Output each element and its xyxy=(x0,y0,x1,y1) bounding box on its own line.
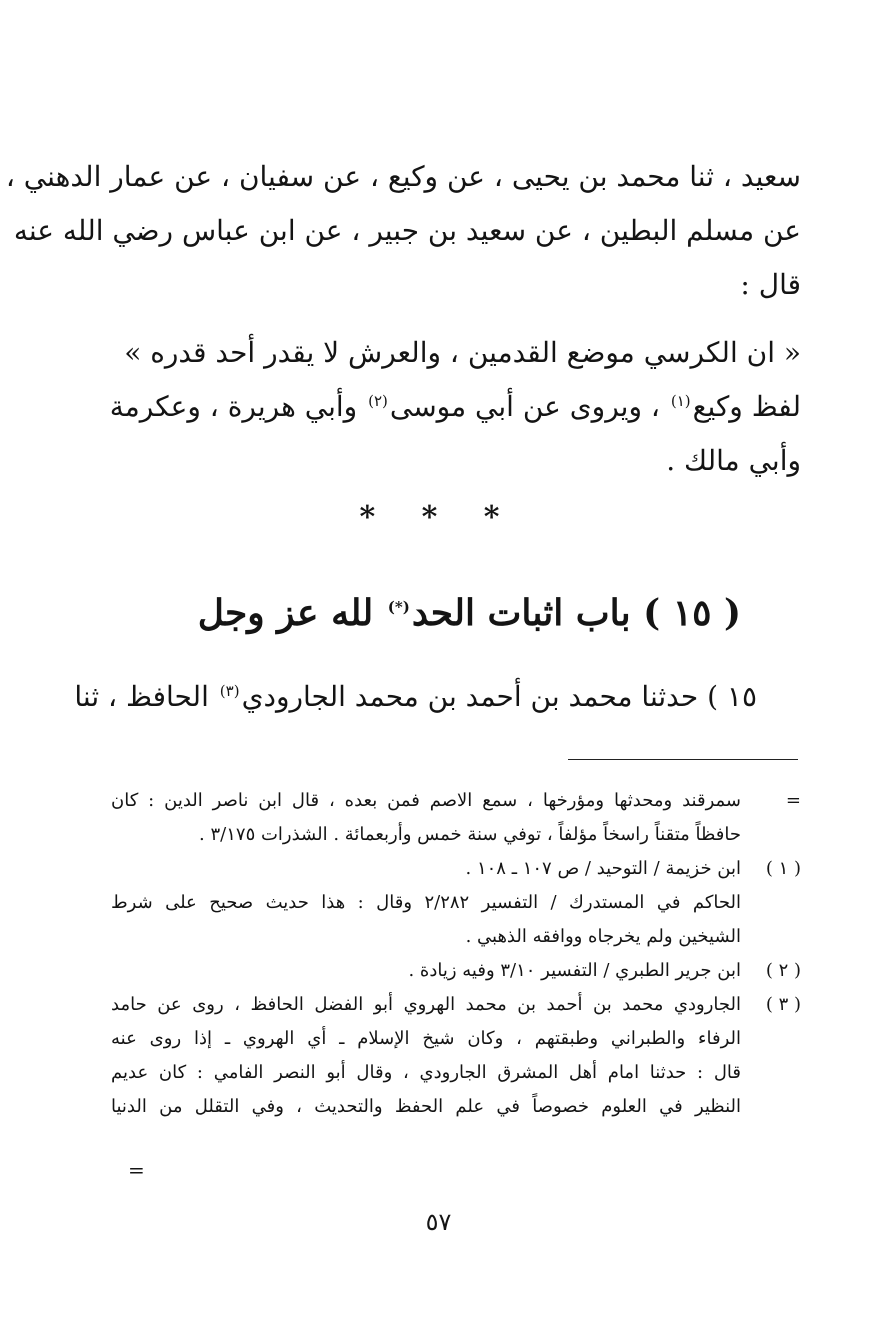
footnote-line: ابن خزيمة / التوحيد / ص ١٠٧ ـ ١٠٨ . xyxy=(465,858,741,879)
footnote-number: = xyxy=(785,790,801,811)
footnote-line: قال : حدثنا امام أهل المشرق الجارودي ، وقال أبو النصر الفامي : كان عديم xyxy=(111,1062,741,1083)
text-segment: لفظ وكيع xyxy=(692,390,801,423)
footnote-continued xyxy=(111,784,801,852)
footnotes-section xyxy=(111,784,801,1124)
footnote-continuation-mark: = xyxy=(128,1158,145,1182)
footnote-number: ( ٣ ) xyxy=(765,994,801,1015)
footnote-marker-1: (١) xyxy=(670,391,691,410)
hadith-15-start xyxy=(74,680,757,713)
footnote-line: الجارودي محمد بن أحمد بن محمد الهروي أبو الفضل الحافظ ، روى عن حامد xyxy=(111,994,741,1015)
footnote-3 xyxy=(111,988,801,1124)
page-number: ٥٧ xyxy=(425,1208,452,1236)
text-line xyxy=(109,380,801,434)
footnote-line: النظير في العلوم خصوصاً في علم الحفظ والتحديث ، وفي التقلل من الدنيا xyxy=(111,1096,741,1117)
footnote-2 xyxy=(111,954,801,988)
text-line: قال : xyxy=(740,268,801,301)
chapter-heading xyxy=(198,592,741,634)
footnote-marker-3: (٣) xyxy=(219,681,240,700)
text-segment: وأبي هريرة ، وعكرمة xyxy=(109,390,358,423)
text-line: وأبي مالك . xyxy=(666,444,801,477)
paragraph-isnad xyxy=(5,150,801,312)
footnote-marker-star: (*) xyxy=(387,598,410,616)
chapter-title-part: ( ١٥ ) باب اثبات الحد xyxy=(411,592,741,634)
footnote-line: الحاكم في المستدرك / التفسير ٢/٢٨٢ وقال : هذا حديث صحيح على شرط xyxy=(111,892,742,913)
paragraph-matn xyxy=(109,326,801,488)
text-segment: ١٥ ) حدثنا محمد بن أحمد بن محمد الجارودي xyxy=(241,680,757,713)
chapter-title-part: لله عز وجل xyxy=(197,592,374,634)
footnote-line: ابن جرير الطبري / التفسير ٣/١٠ وفيه زيادة . xyxy=(408,960,741,981)
section-separator: * * * xyxy=(359,500,518,535)
footnote-number: ( ٢ ) xyxy=(765,960,801,981)
footnote-line: الشيخين ولم يخرجاه ووافقه الذهبي . xyxy=(465,926,741,947)
footnote-number: ( ١ ) xyxy=(765,858,801,879)
text-segment: ، ويروى عن أبي موسى xyxy=(389,390,660,423)
footnote-1 xyxy=(111,852,801,954)
footnote-line: الرفاء والطبراني وطبقتهم ، وكان شيخ الإسلام ـ أي الهروي ـ إذا روى عنه xyxy=(111,1028,741,1049)
text-segment: الحافظ ، ثنا xyxy=(74,680,209,713)
text-line: سعيد ، ثنا محمد بن يحيى ، عن وكيع ، عن سفيان ، عن عمار الدهني ، xyxy=(5,160,801,193)
footnote-marker-2: (٢) xyxy=(368,391,388,410)
text-line: « ان الكرسي موضع القدمين ، والعرش لا يقدر أحد قدره » xyxy=(124,336,801,369)
footnote-line: سمرقند ومحدثها ومؤرخها ، سمع الاصم فمن بعده ، قال ابن ناصر الدين : كان xyxy=(111,790,741,811)
footnote-line: حافظاً متقناً راسخاً مؤلفاً ، توفي سنة خمس وأربعمائة . الشذرات ٣/١٧٥ . xyxy=(199,824,741,845)
text-line: عن مسلم البطين ، عن سعيد بن جبير ، عن ابن عباس رضي الله عنه xyxy=(13,214,801,247)
footnote-divider xyxy=(568,759,798,760)
